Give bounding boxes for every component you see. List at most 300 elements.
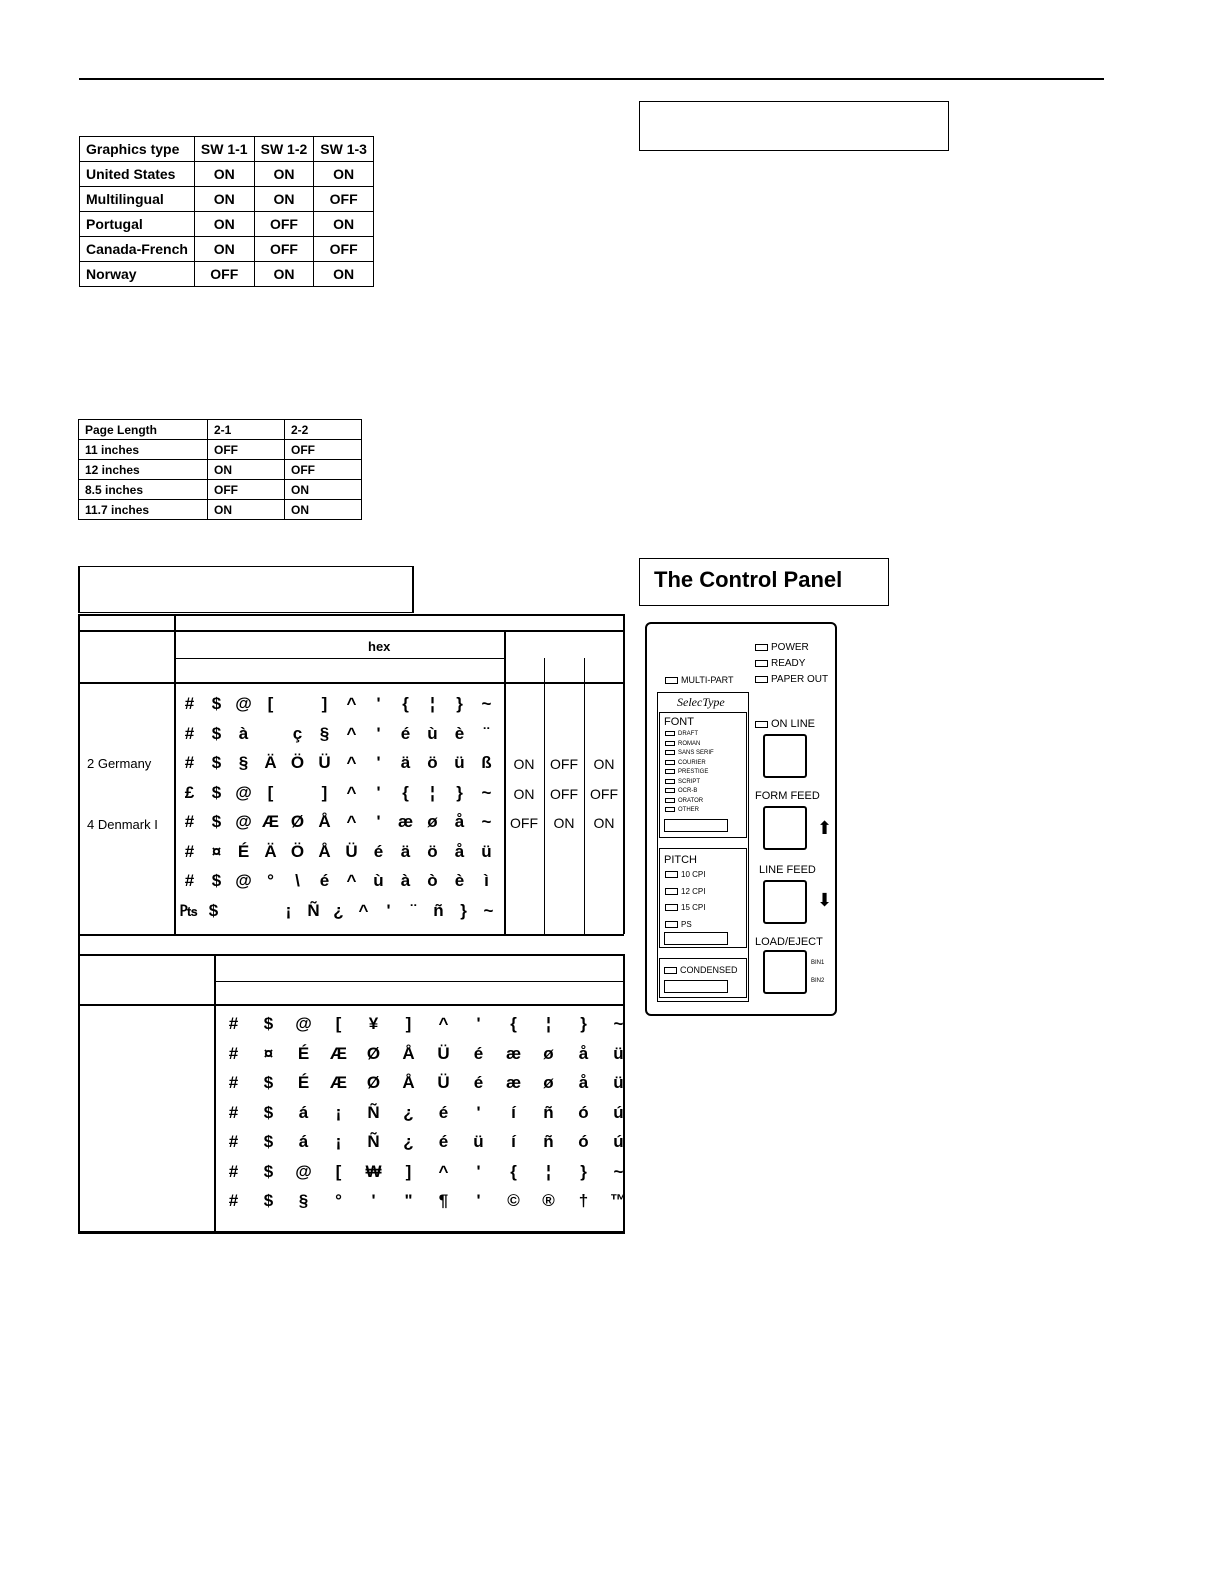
table-cell: ON [254,187,314,212]
font-option-text: OTHER [678,807,699,814]
table-cell: 8.5 inches [79,480,208,500]
character-glyph: ó [578,1102,589,1122]
character-glyph: ¤ [263,1043,274,1063]
graphics-type-table [79,136,374,287]
font-option-label [665,769,708,775]
character-glyph: ' [476,1161,481,1181]
table-cell: ON [208,460,285,480]
pitch-option-label [665,870,705,879]
character-glyph: æ [397,812,414,831]
character-glyph: Ñ [307,900,320,920]
character-glyph: { [402,694,409,713]
character-glyph: é [438,1102,449,1122]
header-cell: SW 1-1 [194,137,254,162]
character-row [176,901,501,921]
character-glyph: æ [505,1043,522,1063]
character-glyph: à [238,723,249,743]
table-cell: United States [80,162,195,187]
load-eject-button[interactable] [763,950,807,994]
character-glyph: ^ [346,723,357,743]
table-row [80,162,374,187]
character-glyph: Ü [345,841,358,861]
character-glyph: ú [613,1132,624,1151]
character-glyph: # [228,1014,239,1033]
character-glyph: ] [321,782,328,802]
character-glyph: # [228,1073,239,1092]
font-option-text: ORATOR [678,797,704,804]
character-glyph: ü [473,1132,484,1151]
character-glyph: # [184,841,195,861]
character-glyph: $ [208,900,219,920]
character-glyph: ¨ [410,900,417,920]
table-cell: OFF [208,480,285,500]
character-glyph: ® [542,1191,555,1210]
table-row [79,480,362,500]
character-glyph: $ [263,1014,274,1033]
font-option-label [665,750,714,756]
character-glyph: } [456,694,463,713]
character-glyph: ] [405,1161,412,1181]
character-glyph: # [228,1102,239,1122]
character-glyph: ¨ [483,723,490,743]
character-glyph: $ [263,1161,274,1181]
table-cell: OFF [314,187,374,212]
table-cell: ON [194,162,254,187]
character-glyph: # [184,812,195,831]
character-glyph: # [228,1043,239,1063]
led-indicator [665,769,675,774]
character-glyph: $ [263,1132,274,1151]
font-option-text: PRESTIGE [678,769,709,776]
character-glyph: ^ [346,694,357,713]
character-row [176,724,500,744]
character-glyph: Ö [290,753,305,772]
character-row [216,1073,636,1093]
character-glyph: Ü [318,753,331,772]
table-cell: Multilingual [80,187,195,212]
character-row [176,812,500,832]
character-glyph: ü [613,1043,624,1063]
character-glyph: [ [267,694,274,713]
character-glyph: æ [505,1073,522,1092]
character-glyph: à [400,871,411,890]
character-glyph: ä [400,841,411,861]
character-glyph: ä [400,753,411,772]
character-glyph: ø [543,1043,554,1063]
character-row [216,1103,636,1123]
character-glyph: Æ [262,812,279,831]
character-glyph [226,901,251,921]
character-glyph: ' [376,723,381,743]
table-cell: ON [314,212,374,237]
character-glyph: ' [476,1102,481,1122]
character-glyph: † [578,1191,589,1210]
table-cell: OFF [254,237,314,262]
character-glyph: } [456,782,463,802]
character-row [176,783,500,803]
font-option-text: SCRIPT [678,778,701,785]
line-feed-label: LINE FEED [759,864,816,876]
character-row [176,871,500,891]
character-glyph: Æ [330,1073,347,1092]
character-glyph: Ö [290,841,305,861]
character-glyph: ~ [481,812,492,831]
character-glyph: Æ [330,1043,347,1063]
character-glyph: ° [335,1191,342,1210]
hex-label: hex [368,639,391,654]
pitch-option-label [665,920,692,929]
character-glyph: ø [543,1073,554,1092]
character-glyph: Ä [264,841,277,861]
character-row [176,694,500,714]
table-cell: ON [285,480,362,500]
character-glyph: $ [263,1191,274,1210]
character-glyph: ^ [438,1014,449,1033]
pitch-option-text: PS [681,919,692,929]
table-cell: ON [285,500,362,520]
character-glyph: ¦ [430,694,435,713]
character-glyph: ₩ [365,1161,382,1181]
led-indicator [665,731,675,736]
character-glyph: [ [335,1014,342,1033]
character-glyph [257,724,284,744]
pitch-button[interactable] [664,932,728,945]
character-glyph: å [578,1043,589,1063]
led-indicator [665,741,675,746]
character-glyph: ' [371,1191,376,1210]
character-glyph: Å [402,1043,415,1063]
pitch-option-text: 10 CPI [681,870,706,879]
table-cell: OFF [285,460,362,480]
font-option-text: OCR-B [678,788,698,795]
character-glyph: ø [427,812,438,831]
character-glyph: é [438,1132,449,1151]
led-indicator [665,904,678,911]
character-glyph: Å [318,841,331,861]
load-eject-label: LOAD/EJECT [755,936,823,948]
character-glyph: $ [211,723,222,743]
section-heading-box [639,101,949,151]
character-glyph: $ [211,871,222,890]
character-glyph: ~ [483,900,494,920]
font-option-text: SANS SERIF [678,750,714,757]
paper-out-led-label: PAPER OUT [755,674,828,685]
character-glyph: © [507,1191,520,1210]
page-length-table [78,419,362,520]
character-glyph: ¦ [546,1161,551,1181]
table-cell: ON [194,237,254,262]
character-row [176,753,500,773]
on-line-button[interactable] [763,734,807,778]
character-glyph: ü [613,1073,624,1092]
font-option-label [665,798,703,804]
table-cell: ON [208,500,285,520]
selectype-label: SelecType [677,695,725,709]
led-indicator [665,807,675,812]
character-glyph: ¥ [368,1014,379,1033]
character-glyph: ö [427,753,438,772]
font-option-label [665,731,698,737]
header-rule [79,78,1104,80]
control-panel-illustration [645,622,837,1016]
table-header-row [79,420,362,440]
character-glyph: ^ [346,782,357,802]
header-cell: SW 1-2 [254,137,314,162]
character-glyph: ~ [481,782,492,802]
character-glyph: ü [481,841,492,861]
character-glyph: ñ [543,1102,554,1122]
table-header-row [80,137,374,162]
character-glyph: # [228,1191,239,1210]
table-cell: Canada-French [80,237,195,262]
on-line-label: ON LINE [755,718,815,730]
table-cell: ON [254,262,314,287]
character-glyph: ' [376,812,381,831]
character-glyph: ç [292,723,303,743]
table-cell: Portugal [80,212,195,237]
character-glyph: ' [476,1014,481,1033]
led-indicator [665,750,675,755]
character-glyph: ¤ [211,841,222,861]
character-glyph: ö [427,841,438,861]
character-glyph: Å [402,1073,415,1092]
character-row [216,1132,636,1152]
character-glyph: § [238,753,249,772]
character-glyph: ] [405,1014,412,1033]
character-glyph: ^ [346,812,357,831]
condensed-button[interactable] [664,980,728,993]
table-row [79,440,362,460]
character-glyph: # [184,723,195,743]
character-glyph: è [454,723,465,743]
arrow-up-icon: ⬆ [817,818,833,838]
character-glyph: $ [211,812,222,831]
character-glyph: é [473,1043,484,1063]
form-feed-label: FORM FEED [755,790,820,802]
bin1-label: BIN1 [811,960,825,966]
switch-value: OFF [590,785,618,802]
character-glyph: å [454,841,465,861]
character-glyph: } [580,1014,587,1033]
table-cell: ON [194,187,254,212]
led-indicator [665,760,675,765]
header-cell: SW 1-3 [314,137,374,162]
character-table-heading-box [78,566,414,613]
character-glyph: ¡ [335,1102,342,1122]
character-glyph: @ [295,1161,312,1181]
character-glyph: ^ [358,900,369,920]
character-glyph: á [298,1132,309,1151]
character-glyph: ú [613,1102,624,1122]
table-cell: 11.7 inches [79,500,208,520]
character-glyph: Ñ [367,1102,380,1122]
character-glyph: É [297,1043,310,1063]
table-cell: 11 inches [79,440,208,460]
font-option-text: COURIER [678,759,706,766]
font-option-label [665,779,700,785]
character-glyph: ' [386,900,391,920]
character-glyph: # [228,1132,239,1151]
character-glyph: @ [235,782,252,802]
header-cell: 2-1 [208,420,285,440]
character-glyph: é [473,1073,484,1092]
font-option-label [665,741,700,747]
character-glyph: ñ [433,900,444,920]
character-glyph: Ø [366,1043,381,1063]
switch-value: OFF [550,756,578,772]
character-glyph: Ø [366,1073,381,1092]
character-glyph: ' [376,694,381,713]
character-glyph: ~ [613,1161,624,1181]
character-glyph: ñ [543,1132,554,1151]
character-glyph: # [228,1161,239,1181]
character-row [176,842,500,862]
table-row [80,212,374,237]
character-glyph: } [460,900,467,920]
character-row [216,1191,636,1211]
character-glyph: # [184,753,195,772]
country-denmark: 4 Denmark I [87,817,158,832]
pitch-option-text: 15 CPI [681,903,706,912]
table-cell: OFF [314,237,374,262]
character-glyph: " [404,1191,413,1210]
table-row [79,460,362,480]
international-character-table [78,614,627,1234]
table-cell: Norway [80,262,195,287]
character-glyph: # [184,694,195,713]
character-glyph: ¦ [430,782,435,802]
character-glyph [284,694,311,714]
switch-value: OFF [510,815,538,831]
font-option-text: DRAFT [678,731,698,738]
header-cell: Page Length [79,420,208,440]
font-button[interactable] [664,819,728,832]
switch-value: ON [553,815,575,831]
character-glyph: É [297,1073,310,1092]
character-glyph: $ [211,782,222,802]
character-glyph: ° [267,871,274,890]
character-glyph: § [298,1191,309,1210]
character-glyph: @ [235,812,252,831]
font-label: FONT [664,716,694,728]
character-glyph: [ [267,782,274,802]
table-cell: OFF [285,440,362,460]
character-glyph: ₧ [179,900,198,920]
multi-part-led-label: MULTI-PART [665,675,734,685]
character-glyph: ó [578,1132,589,1151]
character-glyph: ò [427,871,438,890]
character-glyph: å [578,1073,589,1092]
arrow-down-icon: ⬇ [817,890,833,910]
character-glyph: ' [376,782,381,802]
pitch-option-label [665,903,705,912]
table-cell: OFF [194,262,254,287]
led-indicator [665,921,678,928]
character-glyph: ' [376,753,381,772]
header-cell: 2-2 [285,420,362,440]
switch-value: ON [593,815,615,831]
character-glyph: ¡ [285,900,292,920]
table-cell: ON [314,262,374,287]
pitch-option-label [665,887,705,896]
character-glyph: á [298,1102,309,1122]
character-glyph: í [511,1132,516,1151]
character-glyph: Ü [437,1043,450,1063]
table-cell: ON [314,162,374,187]
character-glyph: ^ [346,753,357,772]
line-feed-button[interactable] [763,880,807,924]
character-glyph: ¶ [438,1191,449,1210]
character-glyph [251,901,276,921]
character-glyph: ¦ [546,1014,551,1033]
character-glyph: ^ [438,1161,449,1181]
character-glyph: ~ [613,1014,624,1033]
switch-value: ON [513,785,535,802]
character-glyph: £ [184,782,195,802]
font-option-label [665,788,697,794]
character-glyph: ™ [610,1191,627,1210]
switch-value: ON [513,756,535,772]
character-row [216,1044,636,1064]
character-glyph: $ [263,1102,274,1122]
character-glyph: $ [263,1073,274,1092]
character-glyph: å [454,812,465,831]
led-indicator [665,798,675,803]
character-glyph: è [454,871,465,890]
character-row [216,1162,636,1182]
form-feed-button[interactable] [763,806,807,850]
character-glyph: Ñ [367,1132,380,1151]
character-glyph: ß [481,753,492,772]
bin2-label: BIN2 [811,978,825,984]
character-glyph: § [319,723,330,743]
table-cell: OFF [254,212,314,237]
character-glyph: { [510,1014,517,1033]
power-led-label: POWER [755,642,809,653]
character-glyph: @ [235,694,252,713]
character-glyph [284,783,311,803]
table-cell: ON [194,212,254,237]
character-glyph: } [580,1161,587,1181]
font-option-text: ROMAN [678,740,701,747]
font-option-label [665,807,699,813]
character-glyph: é [319,871,330,890]
table-cell: 12 inches [79,460,208,480]
character-glyph: Ä [264,753,277,772]
table-row [79,500,362,520]
table-cell: ON [254,162,314,187]
condensed-led-label: CONDENSED [664,965,738,975]
character-glyph: í [511,1102,516,1122]
character-glyph: ¡ [335,1132,342,1151]
character-glyph: [ [335,1161,342,1181]
character-glyph: $ [211,694,222,713]
character-glyph: @ [295,1014,312,1033]
ready-led-label: READY [755,658,805,669]
led-indicator [665,888,678,895]
character-glyph: ~ [481,694,492,713]
character-glyph: ¿ [333,900,344,920]
control-panel-heading: The Control Panel [639,558,889,606]
table-row [80,262,374,287]
character-glyph: ] [321,694,328,713]
character-glyph: ' [476,1191,481,1210]
character-row [216,1014,636,1034]
led-indicator [665,871,678,878]
character-glyph: é [373,841,384,861]
country-germany: 2 Germany [87,756,152,771]
character-glyph: É [237,841,250,861]
